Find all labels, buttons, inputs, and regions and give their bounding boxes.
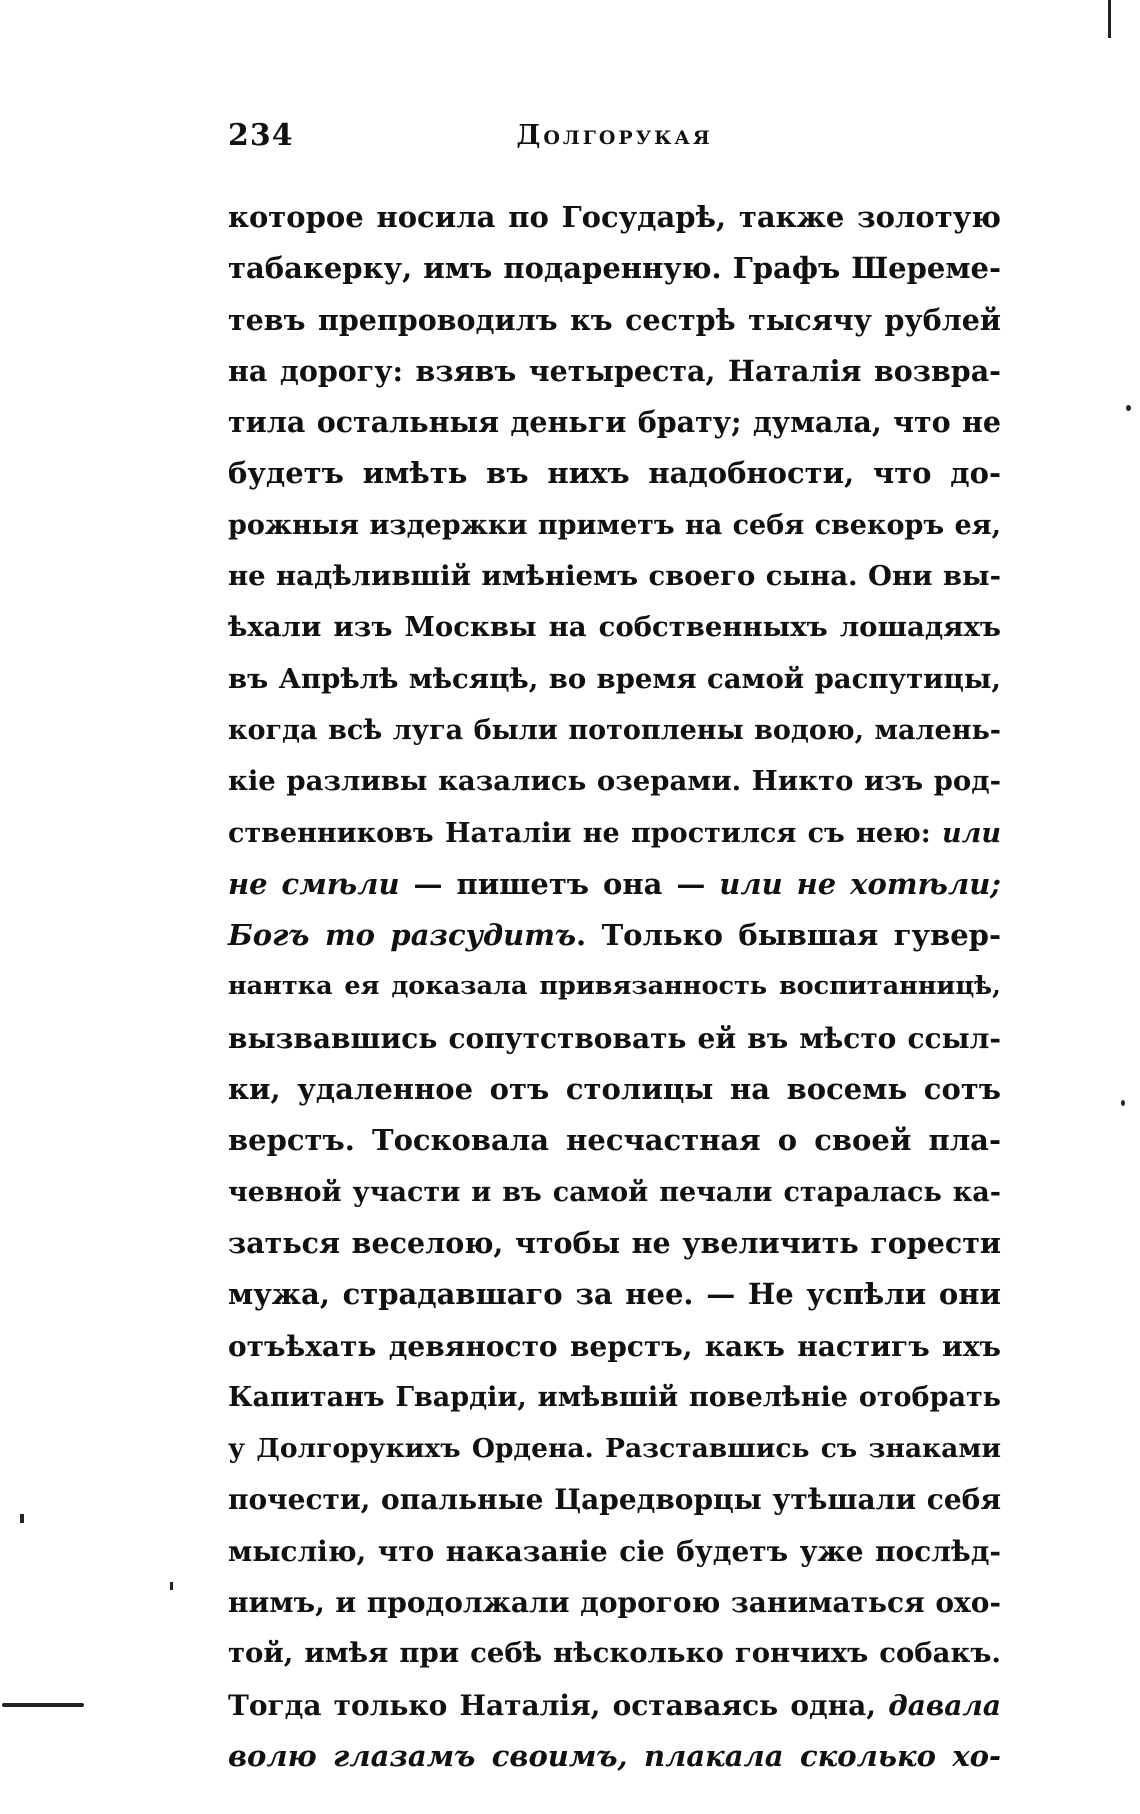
text-segment: отъѣхать девяносто верстъ, какъ настигъ ихъ	[228, 1329, 1001, 1363]
text-line	[228, 243, 1001, 294]
text-segment: Тогда только Наталія, оставаясь одна,	[228, 1688, 889, 1722]
text-segment: ки, удаленное отъ столицы на восемь сотъ	[228, 1072, 1001, 1107]
text-line	[228, 1474, 1001, 1525]
text-line	[228, 1372, 1001, 1423]
scan-speck	[1126, 405, 1131, 411]
text-line	[228, 1731, 1001, 1782]
text-segment: рожныя издержки приметъ на себя свекоръ ея,	[228, 509, 1001, 541]
text-segment: вызвавшись сопутствовать ей въ мѣсто ссыл-	[228, 1021, 1001, 1055]
text-line	[228, 808, 1001, 859]
italic-text-segment: давала	[888, 1688, 1001, 1722]
text-segment: мужа, страдавшаго за нее. — Не успѣли они	[228, 1277, 1001, 1312]
text-segment: нантка ея доказала привязанность воспитанницѣ,	[228, 971, 1001, 1002]
text-segment: кіе разливы казались озерами. Никто изъ род-	[228, 765, 1001, 798]
scan-speck	[170, 1582, 173, 1590]
running-title: Долгорукая	[516, 120, 713, 151]
italic-text-segment: или	[941, 817, 1001, 849]
text-segment: мыслію, что наказаніе сіе будетъ уже послѣд-	[228, 1534, 1001, 1568]
text-line	[228, 397, 1001, 448]
page-header	[228, 118, 1001, 166]
text-line	[228, 654, 1001, 705]
text-line	[228, 1218, 1001, 1269]
body-text	[228, 192, 1001, 1782]
text-segment: въ Апрѣлѣ мѣсяцѣ, во время самой распутицы,	[228, 662, 1001, 695]
text-line	[228, 1680, 1001, 1731]
italic-text-segment: или не хотѣли;	[719, 866, 1001, 901]
text-line	[228, 602, 1001, 653]
text-segment: будетъ имѣть въ нихъ надобности, что до-	[228, 456, 1001, 491]
text-segment: ственниковъ Наталіи не простился съ нею:	[228, 817, 942, 849]
text-segment: не надѣлившій имѣніемъ своего сына. Они вы-	[228, 560, 1001, 593]
page-number: 234	[228, 118, 294, 153]
text-line	[228, 705, 1001, 756]
text-segment: верстъ. Тосковала несчастная о своей пла-	[228, 1123, 1001, 1158]
scan-speck	[1121, 1100, 1125, 1106]
text-line	[228, 448, 1001, 499]
scan-dash-mark	[2, 1703, 84, 1707]
text-line	[228, 961, 1001, 1012]
text-segment: табакерку, имъ подаренную. Графъ Шереме-	[228, 251, 1001, 286]
text-segment: ѣхали изъ Москвы на собственныхъ лошадяхъ	[228, 611, 1001, 644]
scan-speck	[20, 1514, 24, 1523]
text-segment: у Долгорукихъ Ордена. Разставшись съ знаками	[228, 1433, 1001, 1465]
scan-mark-right-edge	[1108, 0, 1111, 38]
text-line	[228, 1577, 1001, 1628]
text-line	[228, 859, 1001, 910]
text-segment: почести, опальные Царедворцы утѣшали себя	[228, 1483, 1001, 1517]
text-segment: чевной участи и въ самой печали старалась ка-	[228, 1176, 1001, 1208]
text-line	[228, 192, 1001, 243]
text-line	[228, 1526, 1001, 1577]
text-line	[228, 910, 1001, 961]
text-segment: . Только бывшая гувер-	[576, 918, 1001, 953]
italic-text-segment: не смѣли	[228, 866, 400, 901]
text-line	[228, 1269, 1001, 1320]
text-segment: на дорогу: взявъ четыреста, Наталія возвра-	[228, 353, 1001, 388]
text-segment: Капитанъ Гвардіи, имѣвшій повелѣніе отобрать	[228, 1381, 1001, 1413]
text-segment: — пишетъ она —	[399, 866, 720, 901]
text-line	[228, 500, 1001, 551]
text-segment: нимъ, и продолжали дорогою заниматься охо-	[228, 1586, 1001, 1620]
text-line	[228, 756, 1001, 807]
text-line	[228, 1628, 1001, 1679]
text-line	[228, 1013, 1001, 1064]
text-line	[228, 1321, 1001, 1372]
text-line	[228, 1115, 1001, 1166]
text-line	[228, 1167, 1001, 1218]
text-line	[228, 1064, 1001, 1115]
text-segment: которое носила по Государѣ, также золотую	[228, 200, 1001, 234]
text-segment: заться веселою, чтобы не увеличить горести	[228, 1225, 1001, 1260]
text-segment: тевъ препроводилъ къ сестрѣ тысячу рублей	[228, 302, 1001, 337]
italic-text-segment: волю глазамъ своимъ, плакала сколько хо-	[228, 1738, 1001, 1773]
text-segment: той, имѣя при себѣ нѣсколько гончихъ собакъ.	[228, 1637, 1001, 1670]
text-line	[228, 551, 1001, 602]
text-segment: тила остальныя деньги брату; думала, что не	[228, 405, 1001, 440]
text-segment: когда всѣ луга были потоплены водою, малень-	[228, 714, 1001, 746]
text-line	[228, 295, 1001, 346]
text-line	[228, 1423, 1001, 1474]
text-line	[228, 346, 1001, 397]
italic-text-segment: Богъ то разсудитъ	[228, 918, 577, 953]
